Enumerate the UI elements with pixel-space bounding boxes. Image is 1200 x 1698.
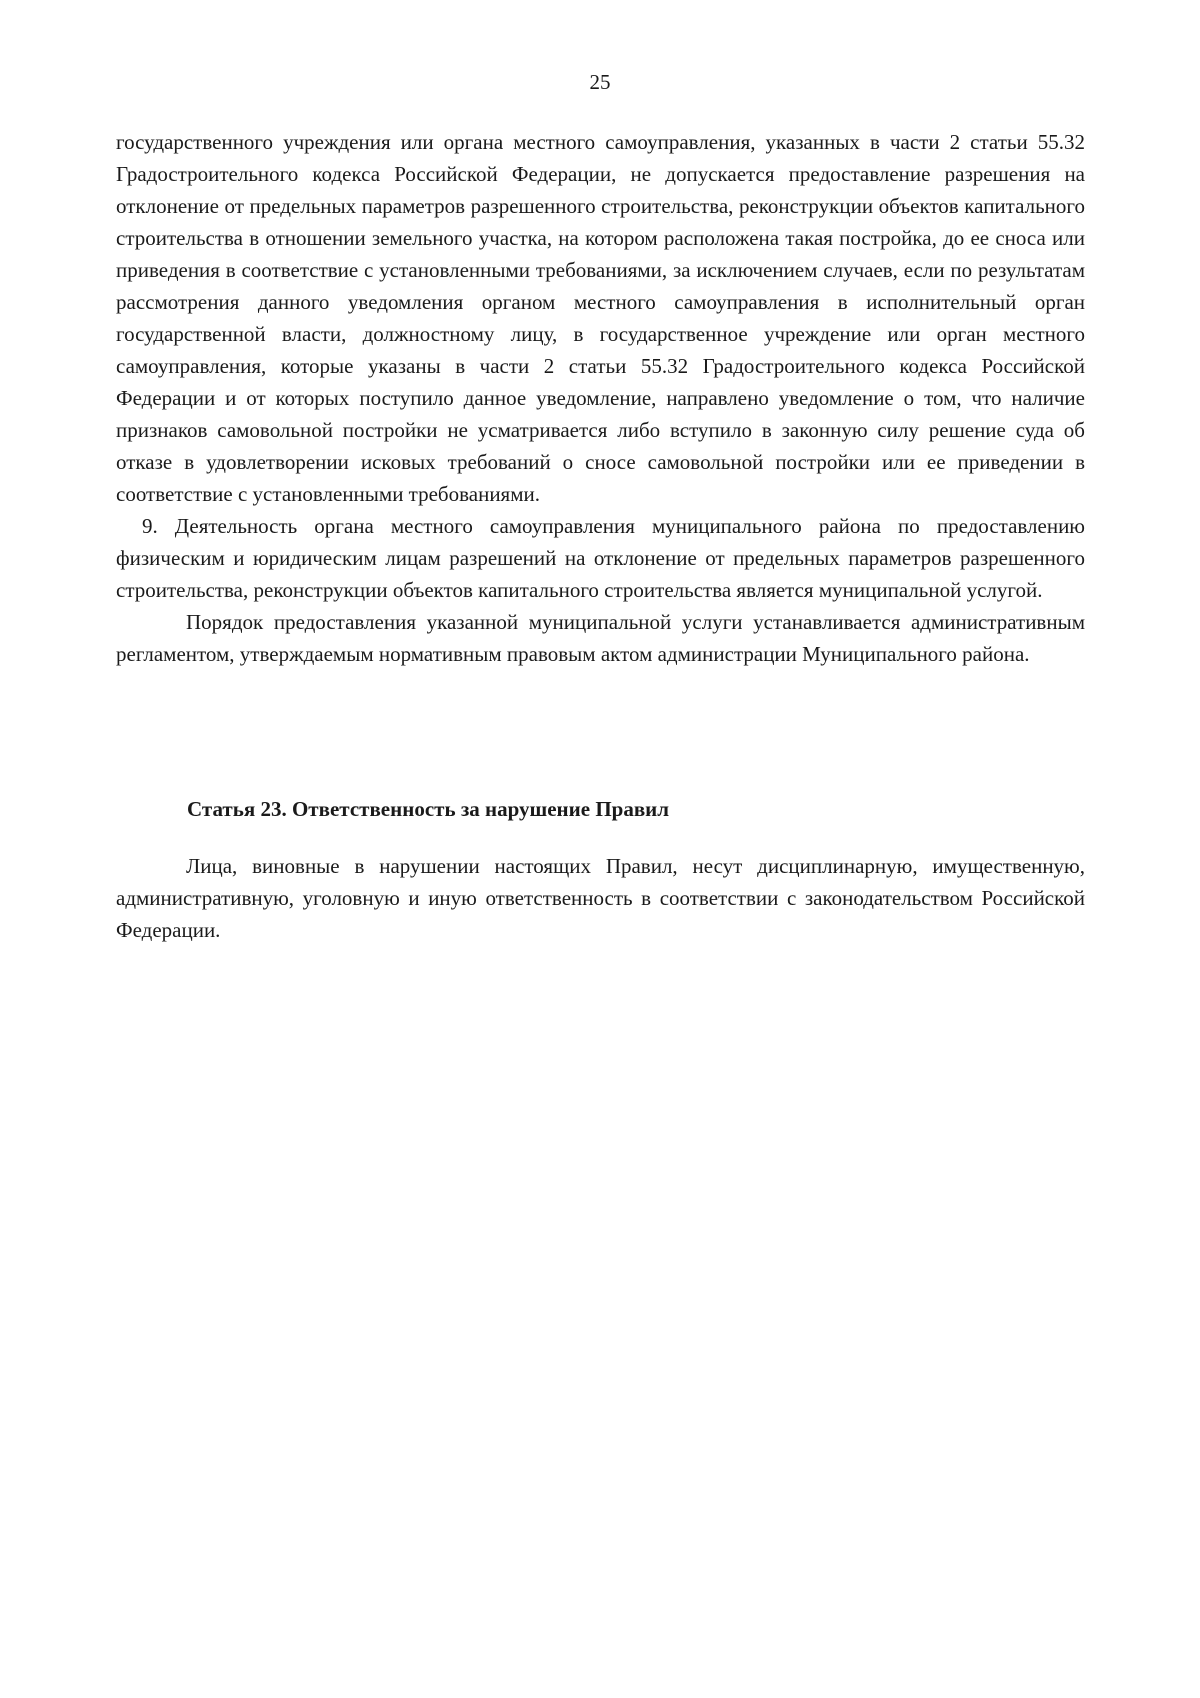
continuation-paragraph: государственного учреждения или органа местного самоуправления, указанных в части 2 статьи 55.32 Градостроительного кодекса Российской Федерации, не допускается предоставление разрешения на отклонение от предельных параметров разрешенного строительства, реконструкции объектов капитального строительства в отношении земельного участка, на котором расположена такая постройка, до ее сноса или приведения в соответствие с установленными требованиями, за исключением случаев, если по результатам рассмотрения данного уведомления органом местного самоуправления в исполнительный орган государственной власти, должностному лицу, в государственное учреждение или орган местного самоуправления, которые указаны в части 2 статьи 55.32 Градостроительного кодекса Российской Федерации и от которых поступило данное уведомление, направлено уведомление о том, что наличие признаков самовольной постройки не усматривается либо вступило в законную силу решение суда об отказе в удовлетворении исковых требований о сносе самовольной постройки или ее приведении в соответствие с установленными требованиями. xyxy=(116,130,1085,506)
body-text-top xyxy=(116,126,1085,670)
page-number: 25 xyxy=(589,70,611,94)
article-23-heading: Статья 23. Ответственность за нарушение Правил xyxy=(187,797,670,821)
body-text-article-23 xyxy=(116,850,1085,946)
article-23-text: Лица, виновные в нарушении настоящих Правил, несут дисциплинарную, имущественную, административную, уголовную и иную ответственность в соответствии с законодательством Российской Федерации. xyxy=(116,854,1085,942)
item-9-paragraph: 9. Деятельность органа местного самоуправления муниципального района по предоставлению физическим и юридическим лицам разрешений на отклонение от предельных параметров разрешенного строительства, реконструкции объектов капитального строительства является муниципальной услугой. xyxy=(116,514,1085,602)
procedure-paragraph: Порядок предоставления указанной муниципальной услуги устанавливается административным регламентом, утверждаемым нормативным правовым актом администрации Муниципального района. xyxy=(116,610,1085,666)
